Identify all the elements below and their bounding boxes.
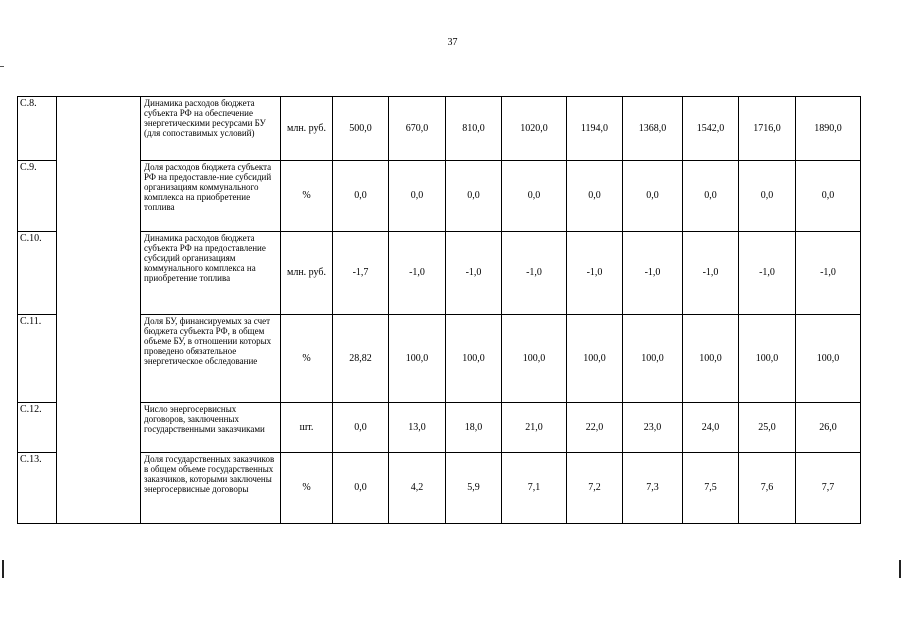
empty-cell [57,315,141,403]
value-cell: 1368,0 [623,97,683,161]
value-cell: -1,0 [389,232,446,315]
value-cell: -1,0 [683,232,739,315]
value-cell: 100,0 [796,315,861,403]
unit-cell: % [281,161,333,232]
indicator-description: Доля государственных заказчиков в общем объеме государственных заказчиков, которыми заключены энергосервисные договоры [141,453,281,524]
value-cell: -1,0 [623,232,683,315]
value-cell: 810,0 [446,97,502,161]
indicator-code: С.12. [18,403,57,453]
scan-edge-mark-right [899,560,901,578]
indicator-description: Доля расходов бюджета субъекта РФ на предоставле-ние субсидий организациям коммунального комплекса на приобретение топлива [141,161,281,232]
indicator-code: С.8. [18,97,57,161]
value-cell: 100,0 [567,315,623,403]
value-cell: 0,0 [446,161,502,232]
value-cell: 670,0 [389,97,446,161]
value-cell: 21,0 [502,403,567,453]
value-cell: 1890,0 [796,97,861,161]
value-cell: 0,0 [796,161,861,232]
indicator-description: Динамика расходов бюджета субъекта РФ на предоставление субсидий организациям коммунального комплекса на приобретение топлива [141,232,281,315]
value-cell: 13,0 [389,403,446,453]
value-cell: 1716,0 [739,97,796,161]
value-cell: 5,9 [446,453,502,524]
value-cell: 0,0 [333,453,389,524]
value-cell: -1,0 [567,232,623,315]
value-cell: 1542,0 [683,97,739,161]
value-cell: -1,0 [502,232,567,315]
value-cell: 7,1 [502,453,567,524]
value-cell: -1,0 [796,232,861,315]
value-cell: 24,0 [683,403,739,453]
value-cell: 4,2 [389,453,446,524]
indicator-description: Доля БУ, финансируемых за счет бюджета субъекта РФ, в общем объеме БУ, в отношении которых проведено обязательное энергетическое обследование [141,315,281,403]
unit-cell: млн. руб. [281,232,333,315]
table-row [18,161,861,232]
value-cell: 7,3 [623,453,683,524]
value-cell: 28,82 [333,315,389,403]
empty-cell [57,403,141,453]
indicator-description: Число энергосервисных договоров, заключенных государственными заказчиками [141,403,281,453]
indicator-code: С.11. [18,315,57,403]
unit-cell: шт. [281,403,333,453]
table-row [18,232,861,315]
value-cell: 100,0 [623,315,683,403]
indicator-description: Динамика расходов бюджета субъекта РФ на обеспечение энергетическими ресурсами БУ (для сопоставимых условий) [141,97,281,161]
margin-tick-left [0,66,4,67]
value-cell: 7,2 [567,453,623,524]
value-cell: -1,0 [446,232,502,315]
value-cell: 7,5 [683,453,739,524]
value-cell: 100,0 [739,315,796,403]
value-cell: -1,0 [739,232,796,315]
value-cell: 0,0 [333,403,389,453]
value-cell: 500,0 [333,97,389,161]
scan-edge-mark-left [2,560,4,578]
value-cell: 26,0 [796,403,861,453]
indicators-table [17,96,861,524]
value-cell: 25,0 [739,403,796,453]
value-cell: 100,0 [389,315,446,403]
unit-cell: % [281,453,333,524]
value-cell: 0,0 [333,161,389,232]
page-number: 37 [447,37,458,48]
indicator-code: С.13. [18,453,57,524]
value-cell: 1020,0 [502,97,567,161]
value-cell: -1,7 [333,232,389,315]
empty-cell [57,161,141,232]
value-cell: 100,0 [502,315,567,403]
value-cell: 7,6 [739,453,796,524]
value-cell: 0,0 [567,161,623,232]
value-cell: 0,0 [623,161,683,232]
indicator-code: С.10. [18,232,57,315]
value-cell: 100,0 [683,315,739,403]
value-cell: 7,7 [796,453,861,524]
unit-cell: % [281,315,333,403]
value-cell: 0,0 [389,161,446,232]
table-row [18,315,861,403]
value-cell: 0,0 [739,161,796,232]
value-cell: 1194,0 [567,97,623,161]
unit-cell: млн. руб. [281,97,333,161]
value-cell: 18,0 [446,403,502,453]
value-cell: 100,0 [446,315,502,403]
empty-cell [57,453,141,524]
table-row [18,453,861,524]
empty-cell [57,97,141,161]
value-cell: 0,0 [683,161,739,232]
table-row [18,97,861,161]
indicator-code: С.9. [18,161,57,232]
table-row [18,403,861,453]
value-cell: 22,0 [567,403,623,453]
empty-cell [57,232,141,315]
value-cell: 0,0 [502,161,567,232]
value-cell: 23,0 [623,403,683,453]
